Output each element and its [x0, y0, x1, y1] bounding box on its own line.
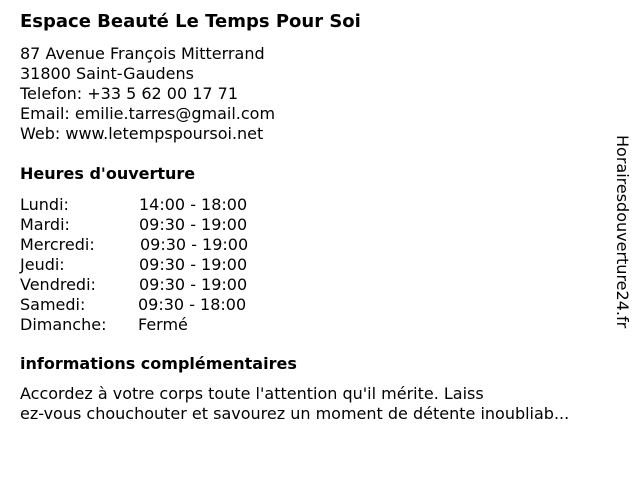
info-heading: informations complémentaires — [20, 354, 297, 373]
day-hours: 14:00 - 18:00 — [139, 195, 248, 214]
day-hours: 09:30 - 18:00 — [138, 295, 247, 314]
day-hours: 09:30 - 19:00 — [139, 275, 248, 294]
web-line: Web: www.letempspoursoi.net — [20, 124, 264, 143]
info-line-1: Accordez à votre corps toute l'attention qu'il mérite. Laiss — [20, 384, 484, 403]
phone-line: Telefon: +33 5 62 00 17 71 — [20, 84, 239, 103]
hours-row-jeudi — [20, 255, 280, 275]
address-street: 87 Avenue François Mitterrand — [20, 44, 265, 63]
hours-row-mardi — [20, 215, 280, 235]
hours-row-dimanche — [20, 315, 280, 335]
hours-heading: Heures d'ouverture — [20, 164, 196, 183]
day-label: Dimanche: — [20, 315, 107, 334]
day-label: Jeudi: — [20, 255, 65, 274]
hours-row-lundi — [20, 195, 280, 215]
day-label: Lundi: — [20, 195, 69, 214]
address-city: 31800 Saint-Gaudens — [20, 64, 194, 83]
day-label: Mercredi: — [20, 235, 95, 254]
day-hours: Fermé — [138, 315, 188, 334]
hours-row-vendredi — [20, 275, 280, 295]
watermark-text: Horairesdouverture24.fr — [613, 135, 632, 329]
business-title: Espace Beauté Le Temps Pour Soi — [20, 11, 361, 32]
day-hours: 09:30 - 19:00 — [140, 235, 249, 254]
hours-table — [20, 195, 280, 335]
day-hours: 09:30 - 19:00 — [139, 255, 248, 274]
hours-row-samedi — [20, 295, 280, 315]
hours-row-mercredi — [20, 235, 280, 255]
info-description — [20, 384, 569, 424]
side-watermark — [602, 135, 640, 375]
info-line-2: ez-vous chouchouter et savourez un moment de détente inoubliab... — [20, 404, 570, 423]
day-label: Samedi: — [20, 295, 86, 314]
day-label: Mardi: — [20, 215, 70, 234]
day-label: Vendredi: — [20, 275, 96, 294]
day-hours: 09:30 - 19:00 — [139, 215, 248, 234]
contact-block — [20, 44, 275, 144]
email-line: Email: emilie.tarres@gmail.com — [20, 104, 276, 123]
